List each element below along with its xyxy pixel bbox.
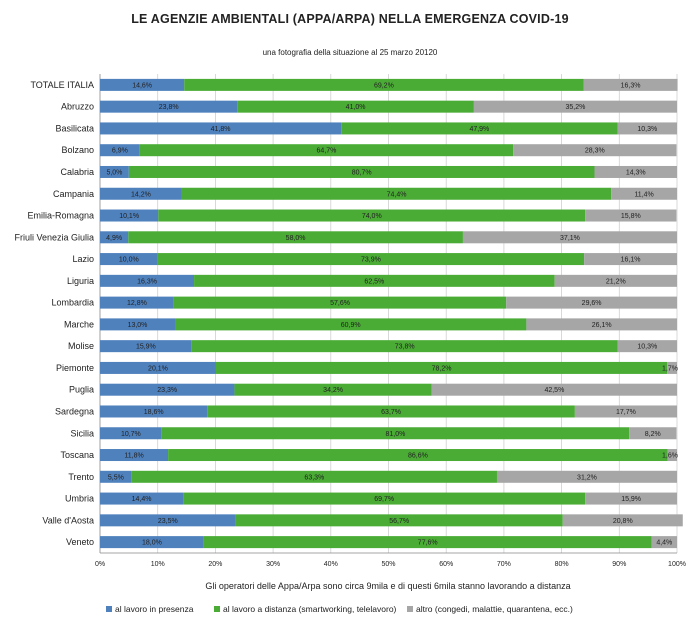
category-label: Valle d'Aosta [42, 515, 94, 526]
data-label: 14,6% [132, 82, 153, 90]
category-label: Sicilia [70, 428, 94, 439]
category-label: Campania [52, 188, 94, 199]
legend-label: al lavoro in presenza [115, 604, 194, 614]
data-label: 64,7% [316, 147, 337, 155]
x-tick-label: 10% [150, 561, 165, 568]
chart-title: LE AGENZIE AMBIENTALI (APPA/ARPA) NELLA EMERGENZA COVID-19 [131, 12, 569, 26]
data-label: 10,0% [118, 256, 139, 264]
category-label: Lazio [72, 254, 94, 265]
x-tick-label: 30% [266, 561, 281, 568]
data-label: 42,5% [544, 387, 565, 395]
legend [106, 604, 573, 614]
data-label: 23,5% [157, 517, 178, 525]
x-tick-label: 100% [668, 561, 686, 568]
data-label: 12,8% [126, 300, 147, 308]
x-tick-label: 80% [554, 561, 569, 568]
data-label: 15,9% [621, 496, 642, 504]
data-label: 37,1% [560, 234, 580, 242]
data-label: 28,3% [584, 147, 605, 155]
x-tick-label: 50% [381, 561, 396, 568]
data-label: 4,9% [106, 234, 123, 242]
data-label: 74,4% [386, 191, 407, 199]
data-label: 41,0% [345, 104, 366, 112]
data-label: 11,4% [634, 191, 654, 199]
data-label: 77,6% [417, 539, 438, 547]
data-label: 6,9% [111, 147, 128, 155]
data-label: 23,8% [158, 104, 179, 112]
data-label: 56,7% [389, 517, 410, 525]
category-label: Umbria [64, 493, 94, 504]
data-label: 26,1% [591, 321, 612, 329]
category-label: Friuli Venezia Giulia [14, 232, 94, 243]
data-label: 1,6% [662, 452, 678, 460]
legend-swatch [407, 606, 413, 612]
data-label: 5,5% [107, 474, 124, 482]
data-label: 15,8% [620, 213, 641, 221]
data-label: 16,1% [620, 256, 641, 264]
data-label: 41,8% [210, 125, 231, 133]
x-tick-label: 70% [496, 561, 511, 568]
category-label: Puglia [68, 384, 94, 395]
data-label: 69,2% [373, 82, 394, 90]
legend-label: al lavoro a distanza (smartworking, telelavoro) [223, 604, 397, 614]
category-label: Sardegna [54, 406, 94, 417]
data-label: 17,7% [616, 408, 636, 416]
data-label: 5,0% [106, 169, 123, 177]
data-label: 20,1% [148, 365, 168, 373]
category-label: Trento [68, 471, 94, 482]
x-tick-label: 90% [612, 561, 627, 568]
category-label: Veneto [65, 537, 94, 548]
category-label: Lombardia [51, 297, 94, 308]
x-tick-label: 0% [94, 561, 106, 568]
data-label: 16,3% [137, 278, 157, 286]
data-label: 60,9% [340, 321, 361, 329]
data-label: 69,7% [374, 496, 395, 504]
data-label: 73,8% [394, 343, 415, 351]
data-label: 18,6% [143, 408, 164, 416]
data-label: 14,3% [625, 169, 646, 177]
category-label: Liguria [66, 275, 94, 286]
data-label: 74,0% [361, 213, 382, 221]
data-label: 31,2% [577, 474, 597, 482]
data-label: 47,9% [469, 125, 490, 133]
category-labels [14, 80, 94, 547]
data-label: 1,7% [662, 365, 678, 373]
data-label: 63,3% [304, 474, 325, 482]
category-label: Piemonte [55, 362, 94, 373]
data-label: 78,2% [431, 365, 452, 373]
category-label: TOTALE ITALIA [30, 79, 94, 90]
data-label: 29,6% [581, 300, 602, 308]
legend-label: altro (congedi, malattie, quarantena, ecc.) [416, 604, 573, 614]
data-label: 62,5% [364, 278, 385, 286]
data-label: 10,3% [637, 125, 658, 133]
data-label: 20,8% [612, 517, 633, 525]
data-label: 18,0% [142, 539, 162, 547]
category-label: Calabria [60, 166, 94, 177]
category-label: Emilia-Romagna [27, 210, 94, 221]
data-label: 11,8% [124, 452, 144, 460]
x-tick-label: 60% [439, 561, 454, 568]
data-label: 4,4% [656, 539, 673, 547]
data-label: 35,2% [565, 104, 586, 112]
data-label: 81,0% [385, 430, 406, 438]
data-label: 86,6% [407, 452, 428, 460]
x-tick-label: 40% [323, 561, 338, 568]
category-label: Toscana [60, 450, 94, 461]
data-label: 10,1% [119, 213, 140, 221]
data-label: 13,0% [127, 321, 148, 329]
category-label: Molise [67, 341, 94, 352]
data-label: 23,3% [157, 387, 178, 395]
x-tick-label: 20% [208, 561, 223, 568]
category-label: Marche [63, 319, 94, 330]
x-axis-label: Gli operatori delle Appa/Arpa sono circa 9mila e di questi 6mila stanno lavorando a distanza [205, 581, 571, 591]
data-label: 73,9% [360, 256, 381, 264]
data-label: 57,6% [330, 300, 350, 308]
category-label: Abruzzo [60, 101, 94, 112]
data-label: 10,3% [637, 343, 658, 351]
data-label: 14,4% [131, 496, 152, 504]
legend-swatch [106, 606, 112, 612]
data-label: 21,2% [605, 278, 626, 286]
data-label: 14,2% [131, 191, 151, 199]
data-label: 63,7% [381, 408, 402, 416]
data-label: 58,0% [285, 234, 306, 242]
data-label: 34,2% [323, 387, 344, 395]
category-label: Bolzano [61, 145, 94, 156]
legend-swatch [214, 606, 220, 612]
chart-subtitle: una fotografia della situazione al 25 marzo 20120 [262, 48, 438, 57]
data-label: 10,7% [120, 430, 141, 438]
bars [100, 79, 683, 548]
category-label: Basilicata [55, 123, 94, 134]
data-label: 16,3% [620, 82, 641, 90]
x-tick-labels [95, 561, 686, 568]
data-label: 80,7% [351, 169, 372, 177]
data-label: 8,2% [644, 430, 661, 438]
data-label: 15,9% [135, 343, 156, 351]
